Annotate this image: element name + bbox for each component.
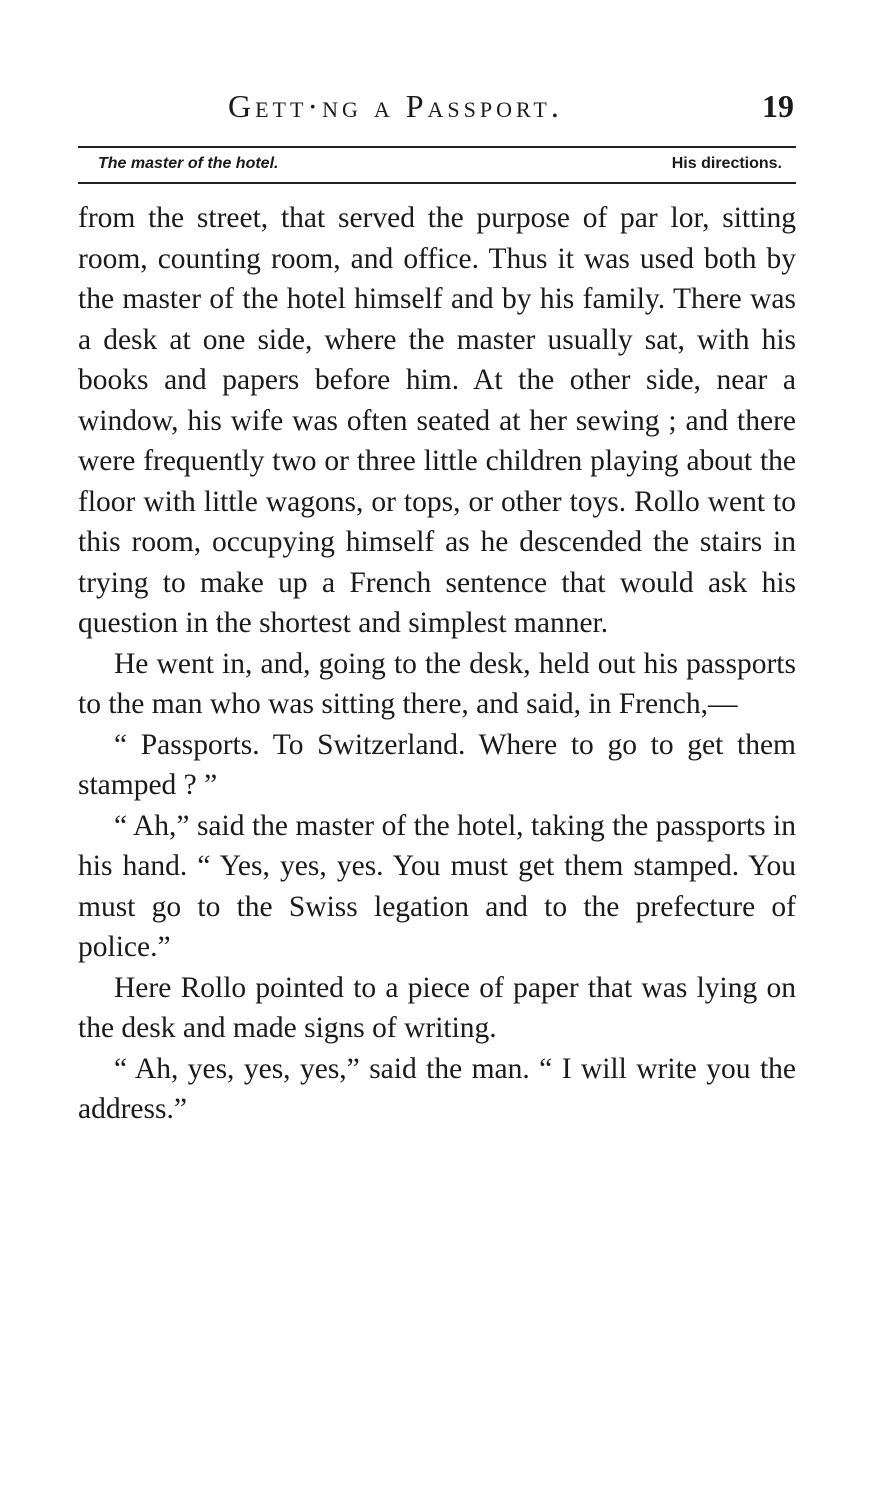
page-number: 19 [762,88,794,124]
book-page [78,84,796,1130]
subhead-left: The master of the hotel. [98,155,279,172]
running-head [78,84,796,134]
paragraph: “ Passports. To Switzerland. Where to go to get them stamped ? ” [78,728,796,801]
paragraph: “ Ah, yes, yes, yes,” said the man. “ I will write you the address.” [78,1052,796,1125]
subhead-right: His directions. [671,155,782,172]
header-rule-bottom [78,182,796,184]
paragraph: “ Ah,” said the master of the hotel, taking the passports in his hand. “ Yes, yes, yes. You must get them stamped. You must go to the Swiss legation and to the prefecture of police.” [78,809,796,963]
marginal-subheads [78,148,796,174]
body-text [78,198,796,1130]
paragraph: Here Rollo pointed to a piece of paper that was lying on the desk and made signs of writing. [78,971,796,1044]
paragraph: He went in, and, going to the desk, held out his passports to the man who was sitting there, and said, in French,— [78,647,796,720]
running-title: Gett·ng a Passport. [228,88,563,124]
paragraph: from the street, that served the purpose of par lor, sitting room, counting room, and office. Thus it was used both by the master of the hotel himself and by his family. There was a desk at one side, where the master usually sat, with his books and papers before him. At the other side, near a window, his wife was often seated at her sewing ; and there were frequently two or three little children playing about the floor with little wagons, or tops, or other toys. Rollo went to this room, occupying himself as he descended the stairs in trying to make up a French sentence that would ask his question in the shortest and simplest manner. [78,202,796,639]
